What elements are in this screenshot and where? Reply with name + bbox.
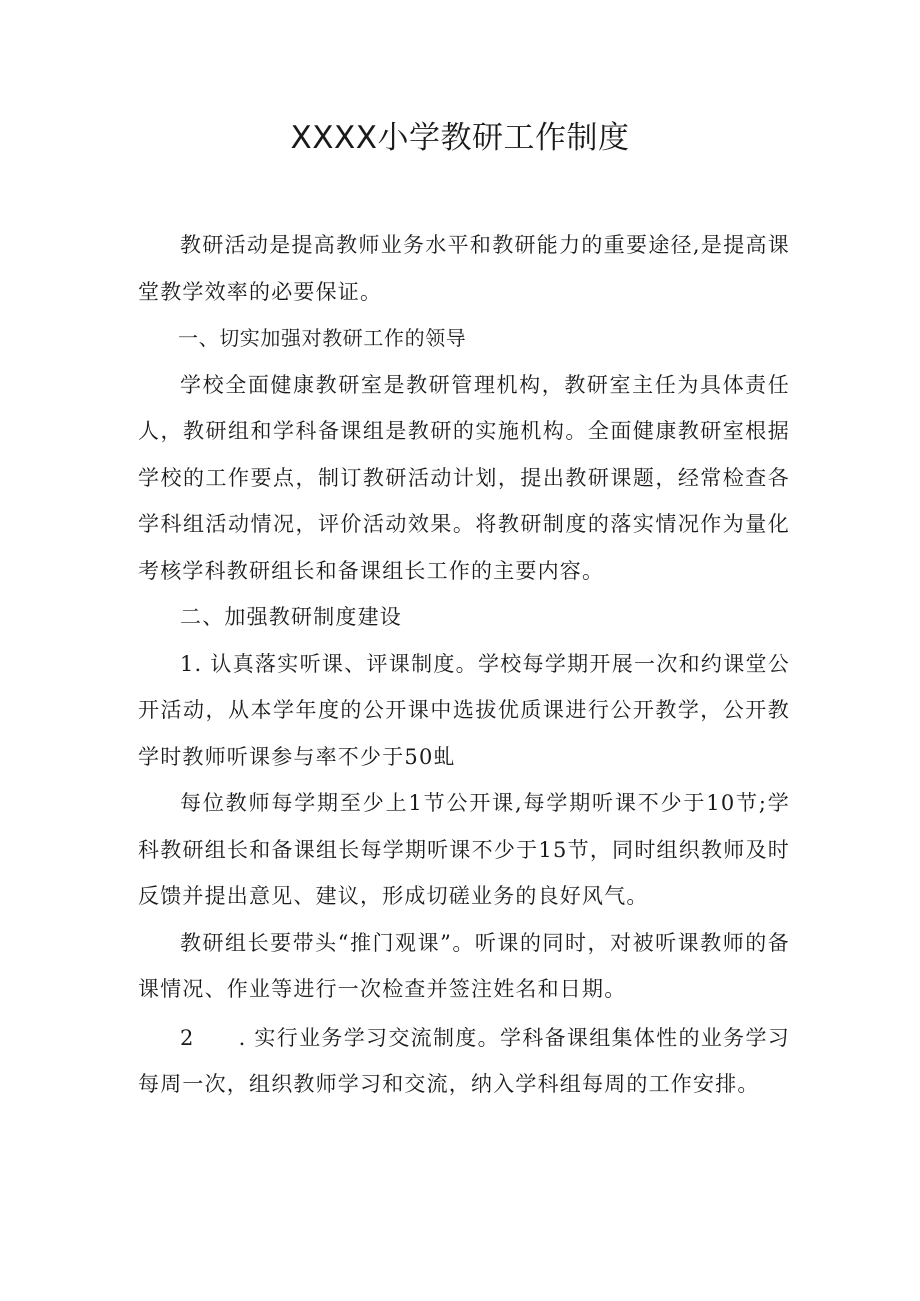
item-1-paragraph: 1. 认真落实听课、评课制度。学校每学期开展一次和约课堂公开活动，从本学年度的公开课中选拔优质课进行公开教学，公开教学时教师听课参与率不少于50虬 xyxy=(138,651,790,769)
item-2-number: 2 xyxy=(180,1025,195,1050)
section-1-paragraph: 学校全面健康教研室是教研管理机构，教研室主任为具体责任人，教研组和学科备课组是教研的实施机构。全面健康教研室根据学校的工作要点，制订教研活动计划，提出教研课题，经常检查各学科组活动情况，评价活动效果。将教研制度的落实情况作为量化考核学科教研组长和备课组长工作的主要内容。 xyxy=(138,372,790,583)
document-body xyxy=(138,222,790,1108)
section-1-heading: 一、切实加强对教研工作的领导 xyxy=(178,326,467,350)
intro-paragraph: 教研活动是提高教师业务水平和教研能力的重要途径,是提高课堂教学效率的必要保证。 xyxy=(138,233,790,304)
item-2-text: . 实行业务学习交流制度。学科备课组集体性的业务学习每周一次，组织教师学习和交流，纳入学科组每周的工作安排。 xyxy=(138,1025,790,1096)
item-2-paragraph xyxy=(138,1015,790,1108)
document-title: XXXX小学教研工作制度 xyxy=(290,120,630,156)
item-1-observation-paragraph: 教研组长要带头“推门观课”。听课的同时，对被听课教师的备课情况、作业等进行一次检查并签注姓名和日期。 xyxy=(138,930,790,1001)
section-2-heading: 二、加强教研制度建设 xyxy=(180,605,402,629)
item-1-continuation-paragraph: 每位教师每学期至少上1节公开课,每学期听课不少于10节;学科教研组长和备课组长每学期听课不少于15节，同时组织教师及时反馈并提出意见、建议，形成切磋业务的良好风气。 xyxy=(138,791,790,908)
